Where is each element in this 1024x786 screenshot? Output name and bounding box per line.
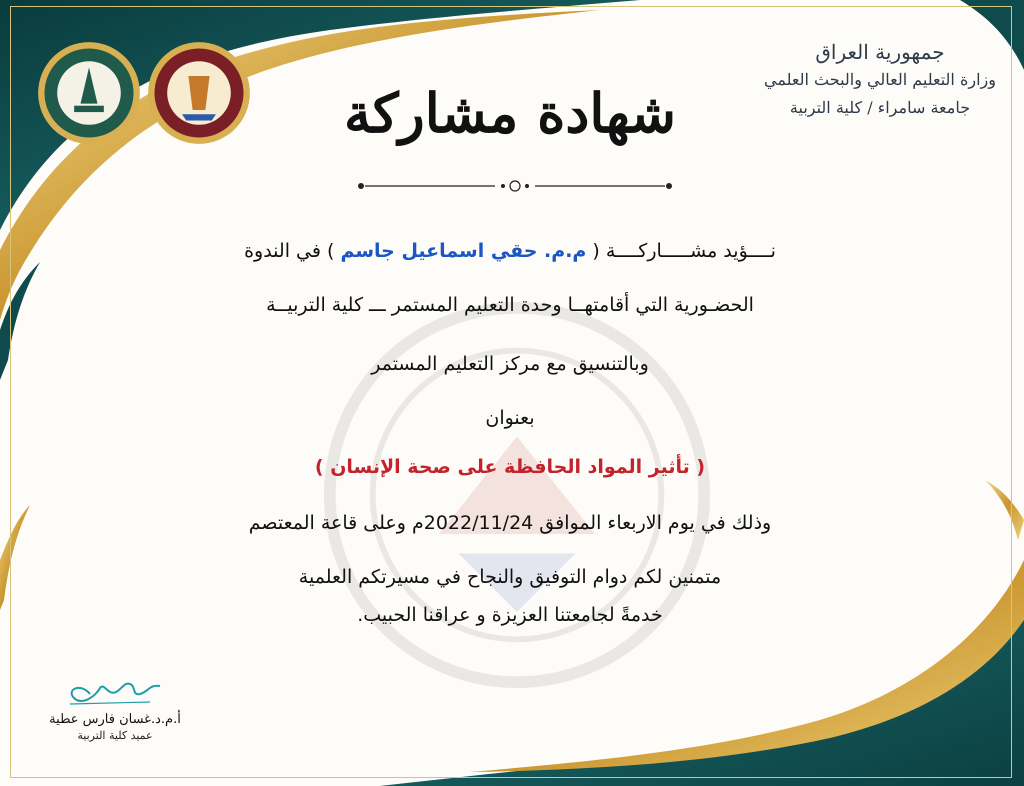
signer-role: عميد كلية التربية (77, 729, 153, 742)
participant-name: م.م. حقي اسماعيل جاسم (340, 240, 587, 262)
ministry-header (760, 38, 1000, 122)
title-ornament (355, 176, 675, 196)
ministry-line-1: جمهورية العراق (815, 40, 945, 64)
line1-prefix: نــــؤيد مشـــــاركــــة ( (592, 240, 776, 262)
signature-block (30, 672, 200, 742)
university-seal-left (36, 40, 142, 146)
body-line-1 (170, 240, 850, 262)
line1-suffix: ) في الندوة (244, 240, 335, 262)
ministry-line-2: وزارة التعليم العالي والبحث العلمي (764, 70, 996, 89)
body-line-7: متمنين لكم دوام التوفيق والنجاح في مسيرتكم العلمية (298, 566, 722, 588)
handwritten-signature (60, 672, 170, 710)
certificate-title: شهادة مشاركة (343, 81, 676, 145)
body-line-6: وذلك في يوم الاربعاء الموافق 2022/11/24م وعلى قاعة المعتصم (248, 512, 772, 534)
body-line-4: بعنوان (485, 407, 535, 429)
body-line-3: وبالتنسيق مع مركز التعليم المستمر (371, 353, 649, 375)
body-line-8: خدمةً لجامعتنا العزيزة و عراقنا الحبيب. (357, 604, 663, 626)
seminar-title: ( تأثير المواد الحافظة على صحة الإنسان ) (314, 456, 706, 478)
university-seal-right (146, 40, 252, 146)
body-line-2: الحضـورية التي أقامتهــا وحدة التعليم المستمر ـــ كلية التربيــة (266, 294, 754, 316)
signer-name: أ.م.د.غسان فارس عطية (49, 712, 181, 727)
ministry-line-3: جامعة سامراء / كلية التربية (789, 98, 971, 117)
